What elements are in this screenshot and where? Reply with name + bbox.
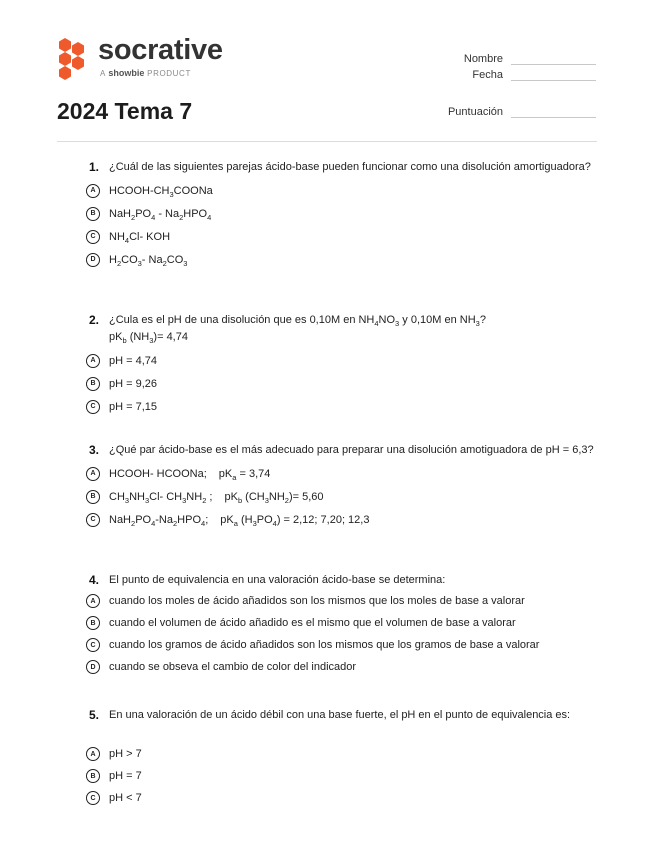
tagline-brand: showbie <box>108 68 145 78</box>
option-bubble[interactable]: B <box>86 207 100 221</box>
option-bubble[interactable]: A <box>86 747 100 761</box>
option-text: $NaH_2PO_4 - Na_2HPO_4$ <box>109 207 212 222</box>
answer-option[interactable] <box>86 656 606 678</box>
option-bubble[interactable]: C <box>86 230 100 244</box>
brand-wordmark: socrative <box>98 34 223 66</box>
option-bubble[interactable]: B <box>86 769 100 783</box>
question-text: ¿Qué par ácido-base es el más adecuado para preparar una disolución amotiguadora de pH = 6,3? <box>109 444 594 456</box>
option-bubble[interactable]: A <box>86 467 100 481</box>
question-header <box>86 160 606 175</box>
question-header <box>86 443 606 458</box>
socrative-logo <box>56 36 256 84</box>
answer-option[interactable] <box>86 395 606 418</box>
question-text: ¿Cuál de las siguientes parejas ácido-base pueden funcionar como una disolución amortiguadora? <box>109 161 591 173</box>
option-text: cuando el volumen de ácido añadido es el mismo que el volumen de base a valorar <box>109 617 516 629</box>
option-bubble[interactable]: D <box>86 253 100 267</box>
question-5 <box>86 708 606 809</box>
fecha-label: Fecha <box>472 69 503 81</box>
option-text: pH = 7,15 <box>109 400 158 413</box>
puntuacion-line[interactable] <box>511 105 596 118</box>
option-text: cuando los moles de ácido añadidos son los mismos que los moles de base a valorar <box>109 595 525 607</box>
nombre-field[interactable] <box>464 52 596 65</box>
answer-option[interactable] <box>86 179 606 202</box>
option-text: $NH_4Cl-$ KOH <box>109 230 171 245</box>
option-text: cuando se obseva el cambio de color del indicador <box>109 661 357 673</box>
option-text: $H_2CO_3-$ $Na_2CO_3$ <box>109 253 188 268</box>
option-text: HCOOH- HCOONa; $pK_a = 3,74$ <box>109 467 271 482</box>
answer-option[interactable] <box>86 634 606 656</box>
answer-option[interactable] <box>86 225 606 248</box>
option-bubble[interactable]: D <box>86 660 100 674</box>
brand-tagline <box>100 68 191 78</box>
tagline-suffix: PRODUCT <box>147 69 191 78</box>
option-text: $CH_3NH_3Cl-$ $CH_3NH_2$ ; $pK_b$ $(CH_3NH_2)= 5,60$ <box>109 490 324 505</box>
option-bubble[interactable]: B <box>86 616 100 630</box>
puntuacion-label: Puntuación <box>447 106 503 118</box>
answer-option[interactable] <box>86 485 606 508</box>
question-1 <box>86 160 606 271</box>
option-bubble[interactable]: C <box>86 791 100 805</box>
hexagon-cluster-icon <box>56 36 92 80</box>
option-bubble[interactable]: C <box>86 400 100 414</box>
question-header <box>86 313 606 345</box>
option-text: pH > 7 <box>109 748 142 760</box>
option-bubble[interactable]: B <box>86 377 100 391</box>
question-text: En una valoración de un ácido débil con una base fuerte, el pH en el punto de equivalencia es: <box>109 709 571 721</box>
answer-option[interactable] <box>86 202 606 225</box>
option-bubble[interactable]: C <box>86 638 100 652</box>
option-text: pH < 7 <box>109 792 142 804</box>
question-subtext: $pK_b$ $(NH_3)= 4,74$ <box>109 331 188 346</box>
option-text: pH = 4,74 <box>109 354 158 367</box>
question-number: 5. <box>89 708 100 722</box>
header-divider <box>57 141 597 142</box>
option-bubble[interactable]: A <box>86 594 100 608</box>
answer-option[interactable] <box>86 508 606 531</box>
option-text: $NaH_2PO_4-Na_2HPO_4$; $pK_a$ $(H_3PO_4) = 2,12$; 7,20; 12,3 <box>109 513 370 528</box>
option-bubble[interactable]: A <box>86 354 100 368</box>
question-text: ¿Cula es el pH de una disolución que es 0,10M en $NH_4NO_3$ y 0,10M en $NH_3$? <box>109 314 486 329</box>
answer-option[interactable] <box>86 590 606 612</box>
answer-option[interactable] <box>86 787 606 809</box>
answer-option[interactable] <box>86 349 606 372</box>
answer-option[interactable] <box>86 612 606 634</box>
option-text: cuando los gramos de ácido añadidos son los mismos que los gramos de base a valorar <box>109 639 540 651</box>
fecha-field[interactable] <box>472 68 596 81</box>
option-text: pH = 9,26 <box>109 377 158 390</box>
nombre-line[interactable] <box>511 52 596 65</box>
answer-option[interactable] <box>86 462 606 485</box>
answer-option[interactable] <box>86 765 606 787</box>
question-2 <box>86 313 606 418</box>
question-text: El punto de equivalencia en una valoración ácido-base se determina: <box>109 574 446 586</box>
answer-option[interactable] <box>86 248 606 271</box>
question-4 <box>86 573 606 678</box>
option-text: pH = 7 <box>109 770 142 782</box>
tagline-prefix: A <box>100 69 106 78</box>
question-number: 1. <box>89 160 100 174</box>
question-number: 3. <box>89 443 100 457</box>
fecha-line[interactable] <box>511 68 596 81</box>
option-bubble[interactable]: B <box>86 490 100 504</box>
question-header <box>86 708 606 723</box>
option-bubble[interactable]: A <box>86 184 100 198</box>
question-3 <box>86 443 606 531</box>
answer-option[interactable] <box>86 372 606 395</box>
option-bubble[interactable]: C <box>86 513 100 527</box>
option-text: HCOOH-$CH_3COONa$ <box>109 184 213 199</box>
quiz-title: 2024 Tema 7 <box>57 98 193 124</box>
answer-option[interactable] <box>86 743 606 765</box>
nombre-label: Nombre <box>463 53 503 65</box>
question-header <box>86 573 606 588</box>
question-number: 2. <box>89 313 100 327</box>
puntuacion-field[interactable] <box>448 105 596 118</box>
question-number: 4. <box>89 573 100 587</box>
